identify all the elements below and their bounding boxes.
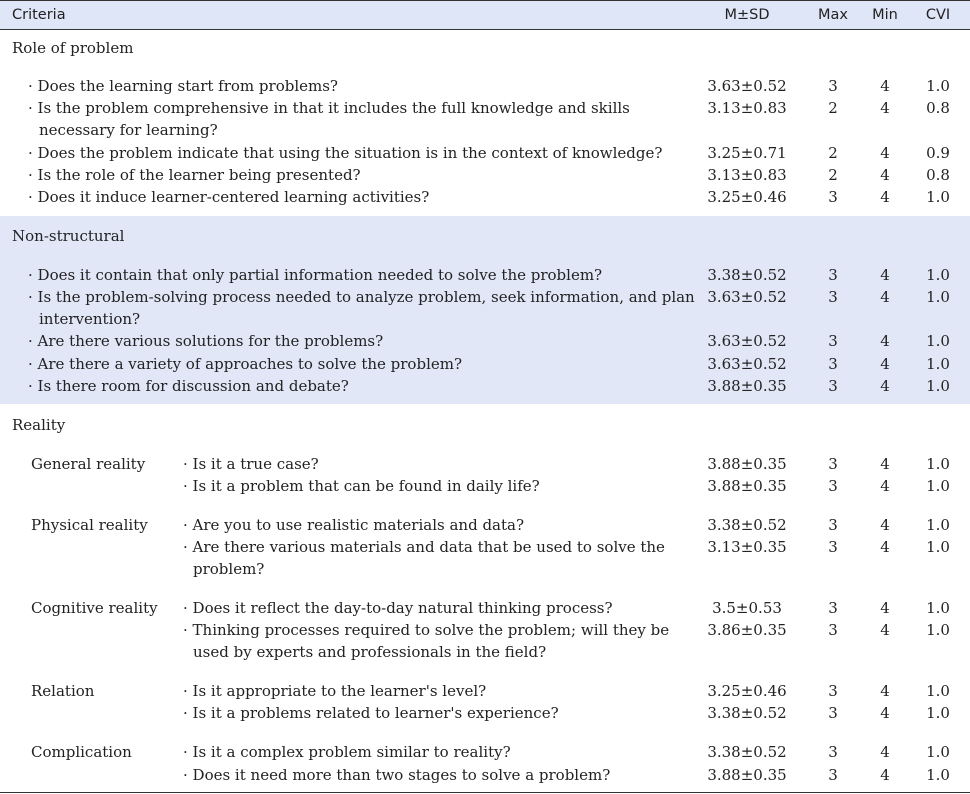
msd-value: 3.63±0.52 [707, 332, 787, 350]
cvi-value: 0.8 [926, 166, 950, 184]
question: · Does it need more than two stages to solve a problem? [183, 766, 611, 784]
question-continued: intervention? [39, 310, 141, 328]
question: · Are there various solutions for the problems? [28, 332, 384, 350]
min-value: 4 [880, 355, 890, 373]
question: · Does the problem indicate that using the situation is in the context of knowledge? [28, 144, 663, 162]
msd-value: 3.25±0.46 [707, 188, 787, 206]
cvi-value: 0.8 [926, 99, 950, 117]
max-value: 3 [828, 704, 838, 722]
cvi-value: 1.0 [926, 266, 950, 284]
max-value: 3 [828, 599, 838, 617]
min-value: 4 [880, 266, 890, 284]
min-value: 4 [880, 332, 890, 350]
cvi-value: 1.0 [926, 355, 950, 373]
max-value: 3 [828, 332, 838, 350]
max-value: 3 [828, 188, 838, 206]
cvi-value: 1.0 [926, 621, 950, 639]
msd-value: 3.63±0.52 [707, 355, 787, 373]
msd-value: 3.13±0.83 [707, 166, 787, 184]
group-label: General reality [31, 455, 146, 473]
min-value: 4 [880, 455, 890, 473]
min-value: 4 [880, 99, 890, 117]
max-value: 2 [828, 144, 838, 162]
msd-value: 3.25±0.71 [707, 144, 787, 162]
min-value: 4 [880, 599, 890, 617]
question: · Is it a complex problem similar to reality? [183, 743, 511, 761]
group-label: Cognitive reality [31, 599, 158, 617]
min-value: 4 [880, 621, 890, 639]
group-label: Complication [31, 743, 132, 761]
header-criteria: Criteria [12, 7, 66, 23]
min-value: 4 [880, 166, 890, 184]
msd-value: 3.63±0.52 [707, 77, 787, 95]
msd-value: 3.38±0.52 [707, 743, 787, 761]
question: · Are there a variety of approaches to solve the problem? [28, 355, 463, 373]
cvi-value: 1.0 [926, 743, 950, 761]
max-value: 3 [828, 516, 838, 534]
section-title: Non-structural [12, 227, 125, 245]
cvi-value: 1.0 [926, 188, 950, 206]
cvi-value: 1.0 [926, 599, 950, 617]
max-value: 3 [828, 682, 838, 700]
min-value: 4 [880, 743, 890, 761]
cvi-value: 1.0 [926, 377, 950, 395]
max-value: 3 [828, 455, 838, 473]
msd-value: 3.38±0.52 [707, 516, 787, 534]
msd-value: 3.86±0.35 [707, 621, 787, 639]
max-value: 3 [828, 355, 838, 373]
question: · Is it appropriate to the learner's level? [183, 682, 487, 700]
cvi-value: 1.0 [926, 332, 950, 350]
min-value: 4 [880, 516, 890, 534]
max-value: 3 [828, 77, 838, 95]
bottom-rule [0, 792, 970, 793]
min-value: 4 [880, 682, 890, 700]
max-value: 3 [828, 477, 838, 495]
min-value: 4 [880, 477, 890, 495]
question: · Is the role of the learner being presented? [28, 166, 361, 184]
max-value: 3 [828, 266, 838, 284]
min-value: 4 [880, 538, 890, 556]
min-value: 4 [880, 288, 890, 306]
group-label: Physical reality [31, 516, 148, 534]
msd-value: 3.88±0.35 [707, 377, 787, 395]
max-value: 2 [828, 99, 838, 117]
min-value: 4 [880, 766, 890, 784]
cvi-value: 1.0 [926, 682, 950, 700]
question: · Is there room for discussion and debate? [28, 377, 349, 395]
cvi-value: 1.0 [926, 288, 950, 306]
cvi-value: 1.0 [926, 704, 950, 722]
question: · Is it a true case? [183, 455, 319, 473]
group-label: Relation [31, 682, 95, 700]
max-value: 3 [828, 766, 838, 784]
min-value: 4 [880, 144, 890, 162]
question: · Is it a problems related to learner's experience? [183, 704, 559, 722]
question-continued: used by experts and professionals in the field? [193, 643, 547, 661]
question: · Is it a problem that can be found in daily life? [183, 477, 540, 495]
question: · Does it contain that only partial information needed to solve the problem? [28, 266, 603, 284]
question: · Are you to use realistic materials and data? [183, 516, 525, 534]
section-title: Role of problem [12, 39, 134, 57]
msd-value: 3.88±0.35 [707, 766, 787, 784]
question: · Is the problem comprehensive in that it includes the full knowledge and skills [28, 99, 630, 117]
msd-value: 3.13±0.83 [707, 99, 787, 117]
question: · Is the problem-solving process needed to analyze problem, seek information, and plan [28, 288, 695, 306]
header-min: Min [872, 7, 898, 23]
cvi-value: 1.0 [926, 516, 950, 534]
cvi-value: 1.0 [926, 538, 950, 556]
min-value: 4 [880, 377, 890, 395]
cvi-value: 1.0 [926, 766, 950, 784]
question: · Thinking processes required to solve the problem; will they be [183, 621, 670, 639]
msd-value: 3.88±0.35 [707, 477, 787, 495]
cvi-value: 1.0 [926, 477, 950, 495]
section-title: Reality [12, 416, 66, 434]
max-value: 2 [828, 166, 838, 184]
msd-value: 3.5±0.53 [712, 599, 782, 617]
question-continued: necessary for learning? [39, 121, 218, 139]
max-value: 3 [828, 621, 838, 639]
msd-value: 3.88±0.35 [707, 455, 787, 473]
question: · Does it induce learner-centered learning activities? [28, 188, 430, 206]
cvi-value: 1.0 [926, 77, 950, 95]
header-max: Max [818, 7, 848, 23]
msd-value: 3.63±0.52 [707, 288, 787, 306]
question: · Are there various materials and data that be used to solve the [183, 538, 665, 556]
cvi-value: 0.9 [926, 144, 950, 162]
msd-value: 3.25±0.46 [707, 682, 787, 700]
max-value: 3 [828, 377, 838, 395]
cvi-value: 1.0 [926, 455, 950, 473]
msd-value: 3.13±0.35 [707, 538, 787, 556]
min-value: 4 [880, 188, 890, 206]
question-continued: problem? [193, 560, 265, 578]
question: · Does the learning start from problems? [28, 77, 338, 95]
max-value: 3 [828, 538, 838, 556]
max-value: 3 [828, 288, 838, 306]
header-cvi: CVI [925, 7, 951, 23]
min-value: 4 [880, 77, 890, 95]
msd-value: 3.38±0.52 [707, 704, 787, 722]
header-msd: M±SD [724, 7, 770, 23]
question: · Does it reflect the day-to-day natural thinking process? [183, 599, 613, 617]
msd-value: 3.38±0.52 [707, 266, 787, 284]
min-value: 4 [880, 704, 890, 722]
max-value: 3 [828, 743, 838, 761]
